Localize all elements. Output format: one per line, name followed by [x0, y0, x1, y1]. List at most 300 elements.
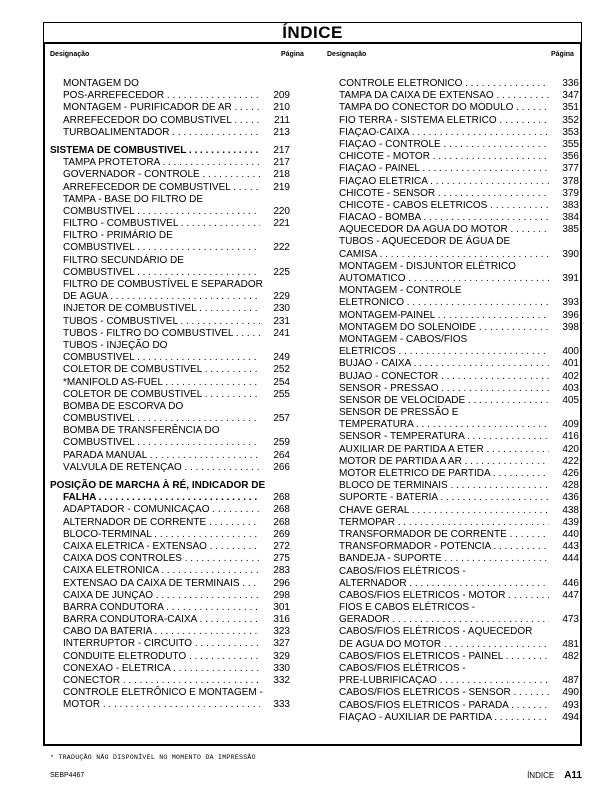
index-entry[interactable]	[339, 578, 579, 590]
entry-page-number: 355	[562, 138, 579, 150]
index-entry[interactable]	[50, 218, 290, 230]
entry-designation: CABOS/FIOS ELÉTRICOS -	[339, 663, 466, 674]
index-entry[interactable]	[50, 242, 290, 254]
entry-designation: MONTAGEM - CONTROLE	[339, 285, 462, 297]
index-entry[interactable]	[339, 480, 579, 492]
entry-designation: CONTROLE ELETRÔNICO E MONTAGEM -	[63, 687, 263, 699]
index-entry[interactable]	[339, 90, 579, 102]
entry-page-number: 296	[273, 577, 290, 589]
index-entry[interactable]	[50, 450, 290, 462]
index-entry[interactable]	[339, 224, 579, 236]
index-entry[interactable]	[339, 566, 579, 578]
index-entry[interactable]	[50, 401, 290, 413]
entry-designation: COLETOR DE COMBUSTÍVEL . . .	[63, 389, 260, 401]
entry-designation: INJETOR DE COMBUSTÍVEL . . .	[63, 303, 260, 315]
entry-page-number: 252	[273, 364, 290, 376]
index-entry[interactable]	[50, 614, 290, 626]
entry-page-number: 402	[562, 370, 579, 382]
entry-page-number: 254	[273, 376, 290, 388]
entry-page-number: 218	[273, 169, 290, 181]
entry-page-number: 255	[273, 388, 290, 400]
entry-designation: CONTROLE ELETRÔNICO . . .	[339, 78, 549, 90]
entry-page-number: 351	[562, 102, 579, 114]
entry-page-number: 222	[273, 242, 290, 254]
index-entry[interactable]	[339, 407, 579, 419]
entry-designation: CHICOTE - MOTOR . . .	[339, 151, 549, 163]
entry-designation: COMBUSTÍVEL . . .	[63, 242, 260, 254]
entry-page-number: 225	[273, 266, 290, 278]
entry-designation: TRANSFORMADOR - POTÊNCIA . . .	[339, 541, 549, 553]
index-entry[interactable]	[339, 78, 579, 90]
entry-page-number: 333	[273, 699, 290, 711]
entry-designation: ALTERNADOR . . .	[339, 578, 549, 590]
index-entry[interactable]	[339, 639, 579, 651]
index-entry[interactable]	[339, 176, 579, 188]
entry-designation: PARADA MANUAL . . .	[63, 450, 260, 462]
entry-page-number: 211	[274, 114, 290, 126]
index-entry[interactable]	[50, 425, 290, 437]
entry-designation: CONECTOR . . .	[63, 675, 260, 687]
entry-designation: TERMOPAR . . .	[339, 517, 549, 529]
entry-designation: MONTAGEM - PURIFICADOR DE AR . . .	[63, 102, 260, 114]
footer-section: ÍNDICE	[527, 771, 555, 780]
entry-page-number: 420	[562, 443, 579, 455]
index-entry[interactable]	[339, 505, 579, 517]
entry-designation: GOVERNADOR - CONTROLE . . .	[63, 169, 260, 181]
index-entry[interactable]	[50, 651, 290, 663]
index-entry[interactable]	[50, 328, 290, 340]
index-entry[interactable]	[50, 675, 290, 687]
entry-designation: MONTAGEM DO	[63, 78, 139, 89]
entry-designation: CHICOTE - SENSOR . . .	[339, 188, 549, 200]
index-entry[interactable]	[339, 346, 579, 358]
entry-designation: CABOS/FIOS ELÉTRICOS -	[339, 565, 466, 577]
entry-designation: MOTOR ELÉTRICO DE PARTIDA . . .	[339, 468, 549, 480]
entry-designation: DE ÁGUA . . .	[63, 291, 260, 303]
entry-designation: DE ÁGUA DO MOTOR . . .	[339, 639, 549, 651]
entry-designation: COMBUSTÍVEL . . .	[63, 267, 260, 279]
entry-page-number: 385	[562, 224, 579, 236]
entry-page-number: 229	[273, 291, 290, 303]
index-entry[interactable]	[50, 480, 290, 492]
entry-designation: *MANIFOLD AS-FUEL . . .	[63, 377, 260, 389]
entry-designation: PÓS-ARREFECEDOR . . .	[63, 90, 260, 102]
index-entry[interactable]	[50, 529, 290, 541]
entry-designation: CAIXA DE JUNÇÃO . . .	[63, 590, 260, 602]
header-page-right: Página	[551, 51, 574, 58]
entry-page-number: 438	[562, 504, 579, 516]
entry-page-number: 356	[562, 151, 579, 163]
entry-designation: FIOS E CABOS ELÉTRICOS -	[339, 602, 476, 614]
entry-page-number: 447	[562, 589, 579, 601]
entry-page-number: 283	[273, 565, 290, 577]
entry-designation: ALTERNADOR DE CORRENTE . . .	[63, 517, 260, 529]
index-entry[interactable]	[50, 462, 290, 474]
index-entry[interactable]	[339, 456, 579, 468]
index-title-box	[43, 22, 582, 43]
index-entry[interactable]	[339, 249, 579, 261]
entry-designation: TUBOS - INJEÇÃO DO	[63, 339, 168, 351]
entry-designation: FIAÇÃO - CONTROLE . . .	[339, 139, 549, 151]
index-entry[interactable]	[339, 115, 579, 127]
entry-page-number: 481	[562, 638, 579, 650]
index-entry[interactable]	[339, 358, 579, 370]
entry-designation: CHAVE GERAL . . .	[339, 505, 549, 517]
entry-page-number: 266	[273, 461, 290, 473]
entry-designation: ELÉTRICOS . . .	[339, 346, 549, 358]
entry-page-number: 231	[273, 315, 290, 327]
entry-designation: FIAÇÃO - PAINEL . . .	[339, 163, 549, 175]
document-id: SEBP4467	[50, 772, 85, 779]
index-entry[interactable]	[50, 316, 290, 328]
index-entry[interactable]	[50, 352, 290, 364]
entry-designation: CAIXA ELETRÔNICA . . .	[63, 565, 260, 577]
entry-designation: AQUECEDOR DA ÁGUA DO MOTOR . . .	[339, 224, 549, 236]
index-entry[interactable]	[50, 541, 290, 553]
entry-page-number: 257	[273, 413, 290, 425]
entry-designation: CABOS/FIOS ELÉTRICOS - SENSOR . . .	[339, 687, 549, 699]
index-entry[interactable]	[339, 188, 579, 200]
entry-page-number: 329	[273, 650, 290, 662]
entry-page-number: 426	[562, 468, 579, 479]
entry-page-number: 422	[562, 455, 579, 467]
entry-designation: TEMPERATURA . . .	[339, 419, 549, 431]
entry-page-number: 264	[273, 449, 290, 461]
entry-designation: FIAÇÃO ELÉTRICA . . .	[339, 176, 549, 188]
entry-page-number: 490	[562, 687, 579, 699]
entry-page-number: 268	[273, 492, 290, 504]
entry-page-number: 436	[562, 492, 579, 504]
entry-designation: CABOS/FIOS ELÉTRICOS - AQUECEDOR	[339, 626, 533, 638]
entry-page-number: 428	[562, 480, 579, 492]
entry-designation: CAMISA . . .	[339, 249, 549, 261]
index-entry[interactable]	[50, 687, 290, 699]
footnote: * TRADUÇÃO NÃO DISPONÍVEL NO MOMENTO DA IMPRESSÃO	[50, 754, 256, 761]
index-entry[interactable]	[50, 90, 290, 102]
index-entry[interactable]	[50, 602, 290, 614]
entry-designation: FILTRO DE COMBUSTÍVEL E SEPARADOR	[63, 279, 263, 290]
index-entry[interactable]	[339, 529, 579, 541]
entry-designation: AUTOMÁTICO . . .	[339, 273, 549, 285]
page-number: A11	[564, 770, 582, 781]
entry-page-number: 332	[273, 675, 290, 686]
entry-designation: BANDEJA - SUPORTE . . .	[339, 553, 549, 565]
entry-designation: BUJÃO - CONECTOR . . .	[339, 371, 549, 383]
entry-designation: CAIXA DOS CONTROLES . . .	[63, 553, 260, 565]
entry-page-number: 409	[562, 419, 579, 431]
index-entry[interactable]	[50, 389, 290, 401]
entry-designation: SUPORTE - BATERIA . . .	[339, 492, 549, 504]
index-entry[interactable]	[339, 468, 579, 480]
index-entry[interactable]	[339, 651, 579, 663]
index-entry[interactable]	[339, 395, 579, 407]
entry-page-number: 327	[273, 638, 290, 650]
page-footer	[527, 770, 582, 781]
index-entry[interactable]	[339, 431, 579, 443]
index-entry[interactable]	[50, 127, 290, 139]
entry-designation: PRÉ-LUBRIFICAÇÃO . . .	[339, 675, 549, 687]
index-entry[interactable]	[339, 541, 579, 553]
entry-designation: ADAPTADOR - COMUNICAÇÃO . . .	[63, 504, 260, 516]
index-entry[interactable]	[50, 182, 290, 194]
entry-designation: SENSOR DE VELOCIDADE . . .	[339, 395, 549, 407]
header-page-left: Página	[281, 51, 304, 58]
index-column-right	[339, 78, 579, 724]
entry-page-number: 393	[562, 297, 579, 309]
entry-page-number: 443	[562, 541, 579, 553]
entry-designation: MONTAGEM DO SOLENÓIDE . . .	[339, 322, 549, 334]
index-entry[interactable]	[50, 78, 290, 90]
entry-designation: MOTOR DE PARTIDA A AR . . .	[339, 456, 549, 468]
entry-designation: CHICOTE - CABOS ELÉTRICOS . . .	[339, 200, 549, 212]
entry-page-number: 249	[273, 352, 290, 364]
entry-designation: SENSOR - TEMPERATURA . . .	[339, 431, 549, 443]
index-entry[interactable]	[339, 626, 579, 638]
entry-designation: SENSOR - PRESSÃO . . .	[339, 383, 549, 395]
entry-designation: COMBUSTÍVEL . . .	[63, 352, 260, 364]
index-entry[interactable]	[50, 230, 290, 242]
header-designation-right: Designação	[327, 51, 367, 58]
entry-page-number: 301	[273, 601, 290, 613]
entry-designation: FILTRO - PRIMÁRIO DE	[63, 230, 173, 242]
index-entry[interactable]	[339, 444, 579, 456]
entry-designation: COMBUSTÍVEL . . .	[63, 413, 260, 425]
index-entry[interactable]	[50, 626, 290, 638]
index-entry[interactable]	[50, 206, 290, 218]
index-entry[interactable]	[339, 614, 579, 626]
entry-designation: BARRA CONDUTORA . . .	[63, 602, 260, 614]
index-entry[interactable]	[339, 687, 579, 699]
entry-designation: TAMPA DA CAIXA DE EXTENSÃO . . .	[339, 90, 549, 102]
index-entry[interactable]	[339, 273, 579, 285]
entry-designation: ARREFECEDOR DO COMBUSTÍVEL . . .	[63, 115, 260, 127]
entry-page-number: 298	[273, 589, 290, 601]
index-entry[interactable]	[50, 145, 290, 157]
entry-designation: FALHA . . .	[63, 492, 260, 504]
entry-designation: BOMBA DE TRANSFERÊNCIA DO	[63, 425, 220, 437]
index-entry[interactable]	[339, 712, 579, 724]
index-entry[interactable]	[339, 602, 579, 614]
entry-designation: SENSOR DE PRESSÃO E	[339, 407, 459, 419]
index-entry[interactable]	[50, 194, 290, 206]
entry-page-number: 487	[562, 675, 579, 687]
entry-page-number: 405	[562, 394, 579, 406]
entry-page-number: 440	[562, 528, 579, 540]
entry-designation: CONDUITE ELETRODUTO . . .	[63, 651, 260, 663]
entry-page-number: 396	[562, 309, 579, 321]
entry-designation: FIO TERRA - SISTEMA ELÉTRICO . . .	[339, 115, 549, 127]
index-entry[interactable]	[50, 437, 290, 449]
entry-designation: BOMBA DE ESCORVA DO	[63, 400, 184, 412]
index-entry[interactable]	[50, 102, 290, 114]
index-entry[interactable]	[339, 261, 579, 273]
entry-page-number: 473	[562, 614, 579, 626]
entry-designation: AUXILIAR DE PARTIDA A ÉTER . . .	[339, 444, 549, 456]
index-entry[interactable]	[339, 310, 579, 322]
entry-page-number: 446	[562, 577, 579, 589]
entry-page-number: 275	[273, 553, 290, 565]
index-entry[interactable]	[339, 383, 579, 395]
index-entry[interactable]	[50, 590, 290, 602]
entry-designation: SISTEMA DE COMBUSTÍVEL . . .	[50, 145, 260, 157]
index-entry[interactable]	[339, 517, 579, 529]
index-entry[interactable]	[50, 413, 290, 425]
index-entry[interactable]	[50, 517, 290, 529]
entry-designation: CAIXA ELÉTRICA - EXTENSÃO . . .	[63, 541, 260, 553]
entry-page-number: 241	[273, 327, 290, 339]
page-title: ÍNDICE	[282, 23, 343, 42]
entry-designation: FILTRO - COMBUSTÍVEL . . .	[63, 218, 260, 230]
index-entry[interactable]	[339, 285, 579, 297]
index-entry[interactable]	[339, 663, 579, 675]
index-entry[interactable]	[50, 638, 290, 650]
index-entry[interactable]	[339, 322, 579, 334]
entry-page-number: 272	[273, 540, 290, 552]
entry-designation: POSIÇÃO DE MARCHA À RÉ, INDICADOR DE	[50, 480, 266, 491]
entry-page-number: 401	[562, 358, 579, 370]
entry-page-number: 221	[273, 218, 290, 230]
entry-designation: ELETRÔNICO . . .	[339, 297, 549, 309]
entry-designation: CABOS/FIOS ELÉTRICOS - PARADA . . .	[339, 700, 549, 712]
entry-page-number: 220	[273, 205, 290, 217]
entry-page-number: 268	[273, 516, 290, 528]
entry-page-number: 209	[273, 90, 290, 102]
index-entry[interactable]	[339, 163, 579, 175]
entry-designation: COMBUSTÍVEL . . .	[63, 437, 260, 449]
entry-designation: VÁLVULA DE RETENÇÃO . . .	[63, 462, 260, 474]
index-entry[interactable]	[50, 255, 290, 267]
index-entry[interactable]	[50, 565, 290, 577]
index-entry[interactable]	[339, 553, 579, 565]
index-entry[interactable]	[339, 700, 579, 712]
entry-designation: COMBUSTÍVEL . . .	[63, 206, 260, 218]
entry-page-number: 379	[562, 187, 579, 199]
entry-designation: ARREFECEDOR DE COMBUSTÍVEL . . .	[63, 182, 260, 194]
entry-page-number: 391	[562, 273, 579, 284]
entry-designation: MONTAGEM - DISJUNTOR ELÉTRICO	[339, 260, 516, 272]
index-entry[interactable]	[339, 297, 579, 309]
entry-page-number: 269	[273, 528, 290, 540]
index-entry[interactable]	[339, 590, 579, 602]
entry-designation: COLETOR DE COMBUSTÍVEL . . .	[63, 364, 260, 376]
entry-designation: CONEXÃO - ELÉTRICA . . .	[63, 663, 260, 675]
index-entry[interactable]	[50, 291, 290, 303]
index-entry[interactable]	[50, 303, 290, 315]
index-entry[interactable]	[339, 236, 579, 248]
entry-designation: CABOS/FIOS ELÉTRICOS - MOTOR . . .	[339, 590, 549, 602]
entry-page-number: 330	[273, 662, 290, 674]
entry-designation: MONTAGEM - CABOS/FIOS	[339, 333, 468, 345]
index-entry[interactable]	[50, 115, 290, 127]
entry-designation: CABOS/FIOS ELÉTRICOS - PAINEL . . .	[339, 651, 549, 663]
index-entry[interactable]	[50, 340, 290, 352]
entry-designation: INTERRUPTOR - CIRCUITO . . .	[63, 638, 260, 650]
entry-designation: BLOCO-TERMINAL . . .	[63, 529, 260, 541]
entry-designation: TAMPA - BASE DO FILTRO DE	[63, 193, 204, 205]
entry-designation: TUBOS - COMBUSTÍVEL . . .	[63, 316, 260, 328]
index-entry[interactable]	[339, 102, 579, 114]
index-entry[interactable]	[50, 157, 290, 169]
entry-designation: CABO DA BATERIA . . .	[63, 626, 260, 638]
index-entry[interactable]	[339, 139, 579, 151]
index-entry[interactable]	[339, 127, 579, 139]
entry-designation: TAMPA PROTETORA . . .	[63, 157, 260, 169]
entry-designation: BARRA CONDUTORA-CAIXA . . .	[63, 614, 260, 626]
entry-page-number: 210	[273, 102, 290, 114]
entry-page-number: 347	[562, 90, 579, 102]
entry-page-number: 378	[562, 175, 579, 187]
entry-page-number: 316	[273, 614, 290, 626]
index-entry[interactable]	[50, 492, 290, 504]
entry-page-number: 439	[562, 516, 579, 528]
index-entry[interactable]	[339, 212, 579, 224]
index-entry[interactable]	[50, 663, 290, 675]
entry-designation: TAMPA DO CONECTOR DO MÓDULO . . .	[339, 102, 549, 114]
index-entry[interactable]	[50, 267, 290, 279]
entry-page-number: 494	[562, 711, 579, 723]
entry-page-number: 444	[562, 553, 579, 565]
entry-page-number: 398	[562, 321, 579, 333]
index-entry[interactable]	[50, 699, 290, 711]
entry-designation: TURBOALIMENTADOR . . .	[63, 127, 260, 139]
entry-designation: TUBOS - FILTRO DO COMBUSTÍVEL . . .	[63, 328, 260, 340]
index-entry[interactable]	[50, 377, 290, 389]
index-entry[interactable]	[339, 151, 579, 163]
entry-designation: EXTENSÃO DA CAIXA DE TERMINAIS . . .	[63, 578, 260, 590]
entry-designation: BUJÃO - CAIXA . . .	[339, 358, 549, 370]
entry-designation: BLOCO DE TERMINAIS . . .	[339, 480, 549, 492]
index-entry[interactable]	[339, 419, 579, 431]
entry-designation: GERADOR . . .	[339, 614, 549, 626]
entry-page-number: 268	[273, 504, 290, 516]
index-entry[interactable]	[339, 675, 579, 687]
index-entry[interactable]	[50, 578, 290, 590]
index-entry[interactable]	[50, 364, 290, 376]
index-entry[interactable]	[50, 504, 290, 516]
entry-designation: FIACAO - BOMBA . . .	[339, 212, 549, 224]
entry-page-number: 352	[562, 114, 579, 126]
index-column-left	[50, 78, 290, 712]
entry-designation: MONTAGEM-PAINEL . . .	[339, 310, 549, 322]
entry-designation: FIAÇÃO - AUXILIAR DE PARTIDA . . .	[339, 712, 549, 724]
header-designation-left: Designação	[50, 51, 90, 58]
entry-page-number: 377	[562, 163, 579, 175]
entry-page-number: 323	[273, 626, 290, 638]
entry-page-number: 230	[273, 303, 290, 315]
index-entry[interactable]	[339, 371, 579, 383]
entry-designation: TUBOS - AQUECEDOR DE ÁGUA DE	[339, 236, 511, 248]
entry-page-number: 217	[273, 144, 290, 156]
index-entry[interactable]	[50, 279, 290, 291]
entry-designation: MOTOR . . .	[63, 699, 260, 711]
index-entry[interactable]	[339, 492, 579, 504]
index-entry[interactable]	[339, 334, 579, 346]
entry-designation: TRANSFORMADOR DE CORRENTE . . .	[339, 529, 549, 541]
index-entry[interactable]	[339, 200, 579, 212]
entry-page-number: 400	[562, 346, 579, 358]
entry-designation: FILTRO SECUNDÁRIO DE	[63, 254, 184, 266]
entry-page-number: 383	[562, 199, 579, 211]
entry-page-number: 353	[562, 126, 579, 138]
entry-page-number: 219	[273, 181, 290, 193]
index-entry[interactable]	[50, 169, 290, 181]
entry-page-number: 390	[562, 248, 579, 260]
entry-page-number: 259	[273, 437, 290, 449]
entry-page-number: 493	[562, 699, 579, 711]
entry-page-number: 336	[562, 78, 579, 89]
entry-page-number: 213	[273, 126, 290, 138]
index-entry[interactable]	[50, 553, 290, 565]
